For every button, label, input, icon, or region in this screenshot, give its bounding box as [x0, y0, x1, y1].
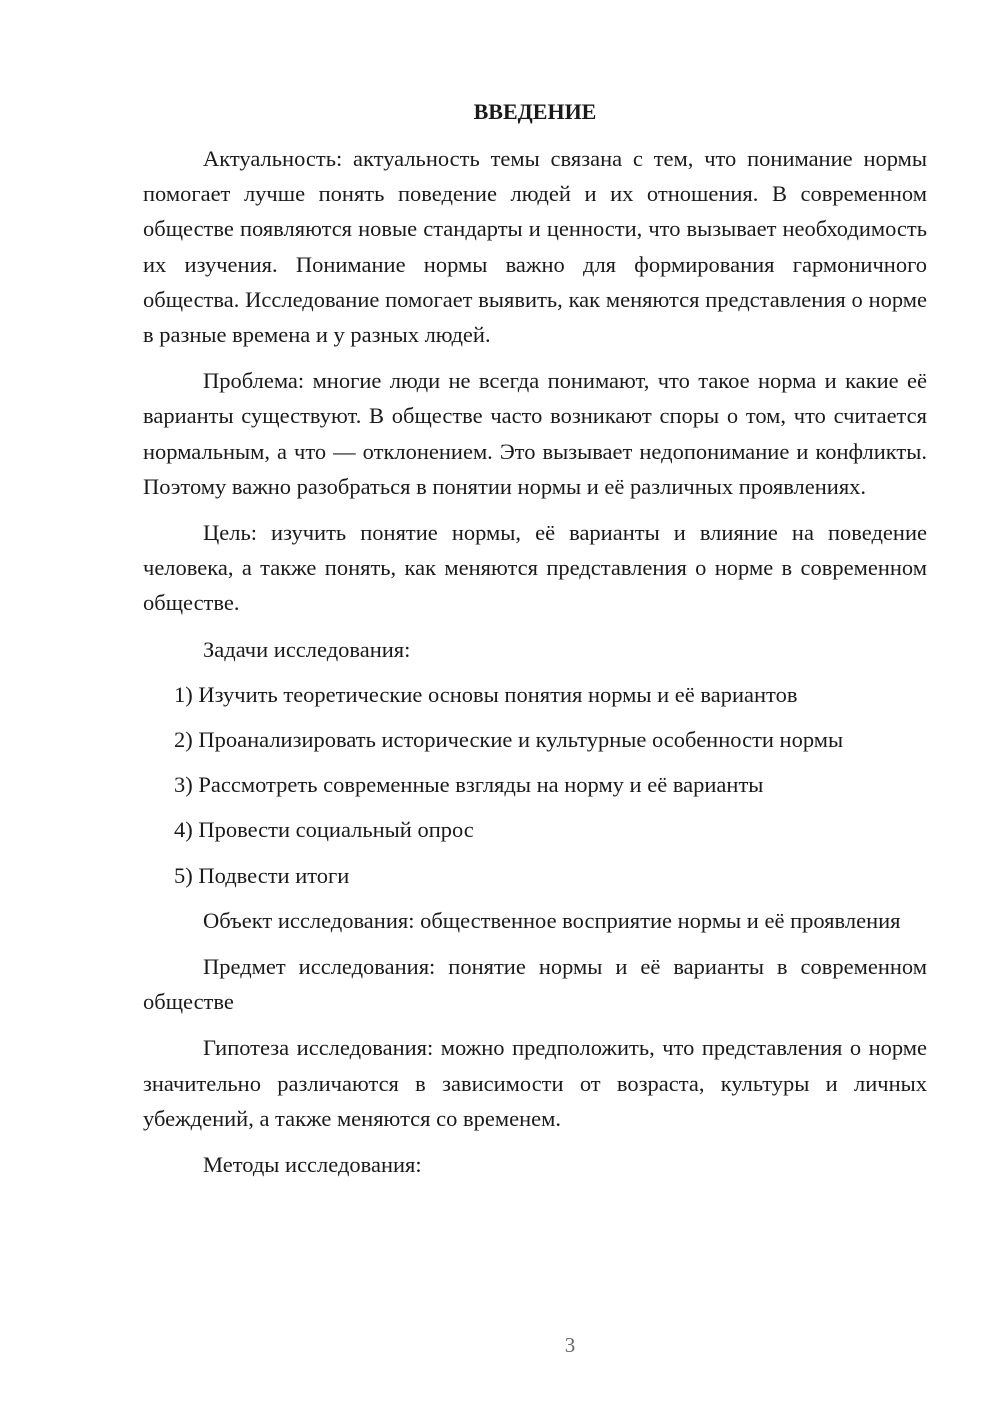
list-item: 2) Проанализировать исторические и культурные особенности нормы [174, 727, 844, 753]
object-paragraph: Объект исследования: общественное восприятие нормы и её проявления [203, 907, 901, 933]
tasks-list [143, 677, 927, 893]
methods-heading: Методы исследования: [203, 1152, 422, 1178]
subject-paragraph: Предмет исследования: понятие нормы и её варианты в современном обществе [143, 954, 927, 1015]
page-title: ВВЕДЕНИЕ [473, 99, 597, 124]
list-item: 5) Подвести итоги [174, 862, 350, 888]
list-item: 1) Изучить теоретические основы понятия нормы и её вариантов [174, 681, 798, 707]
list-item: 3) Рассмотреть современные взгляды на норму и её варианты [174, 772, 764, 798]
goal-paragraph: Цель: изучить понятие нормы, её варианты и влияние на поведение человека, а также понять, как меняются представления о норме в современном обществе. [143, 520, 927, 616]
problem-paragraph: Проблема: многие люди не всегда понимают, что такое норма и какие её варианты существуют. В обществе часто возникают споры о том, что считается нормальным, а что — отклонением. Это вызывает недопонимание и конфликты. Поэтому важно разобраться в понятии нормы и её различных проявлениях. [143, 368, 927, 499]
page-number: 3 [564, 1333, 576, 1357]
tasks-heading: Задачи исследования: [203, 636, 411, 662]
relevance-paragraph: Актуальность: актуальность темы связана с тем, что понимание нормы помогает лучше понять поведение людей и их отношения. В современном обществе появляются новые стандарты и ценности, что вызывает необходимость их изучения. Понимание нормы важно для формирования гармоничного общества. Исследование помогает выявить, как меняются представления о норме в разные времена и у разных людей. [143, 146, 927, 348]
page-content [143, 94, 927, 1192]
list-item: 4) Провести социальный опрос [174, 817, 474, 843]
hypothesis-paragraph: Гипотеза исследования: можно предположить, что представления о норме значительно различаются в зависимости от возраста, культуры и личных убеждений, а также меняются со временем. [143, 1035, 927, 1131]
